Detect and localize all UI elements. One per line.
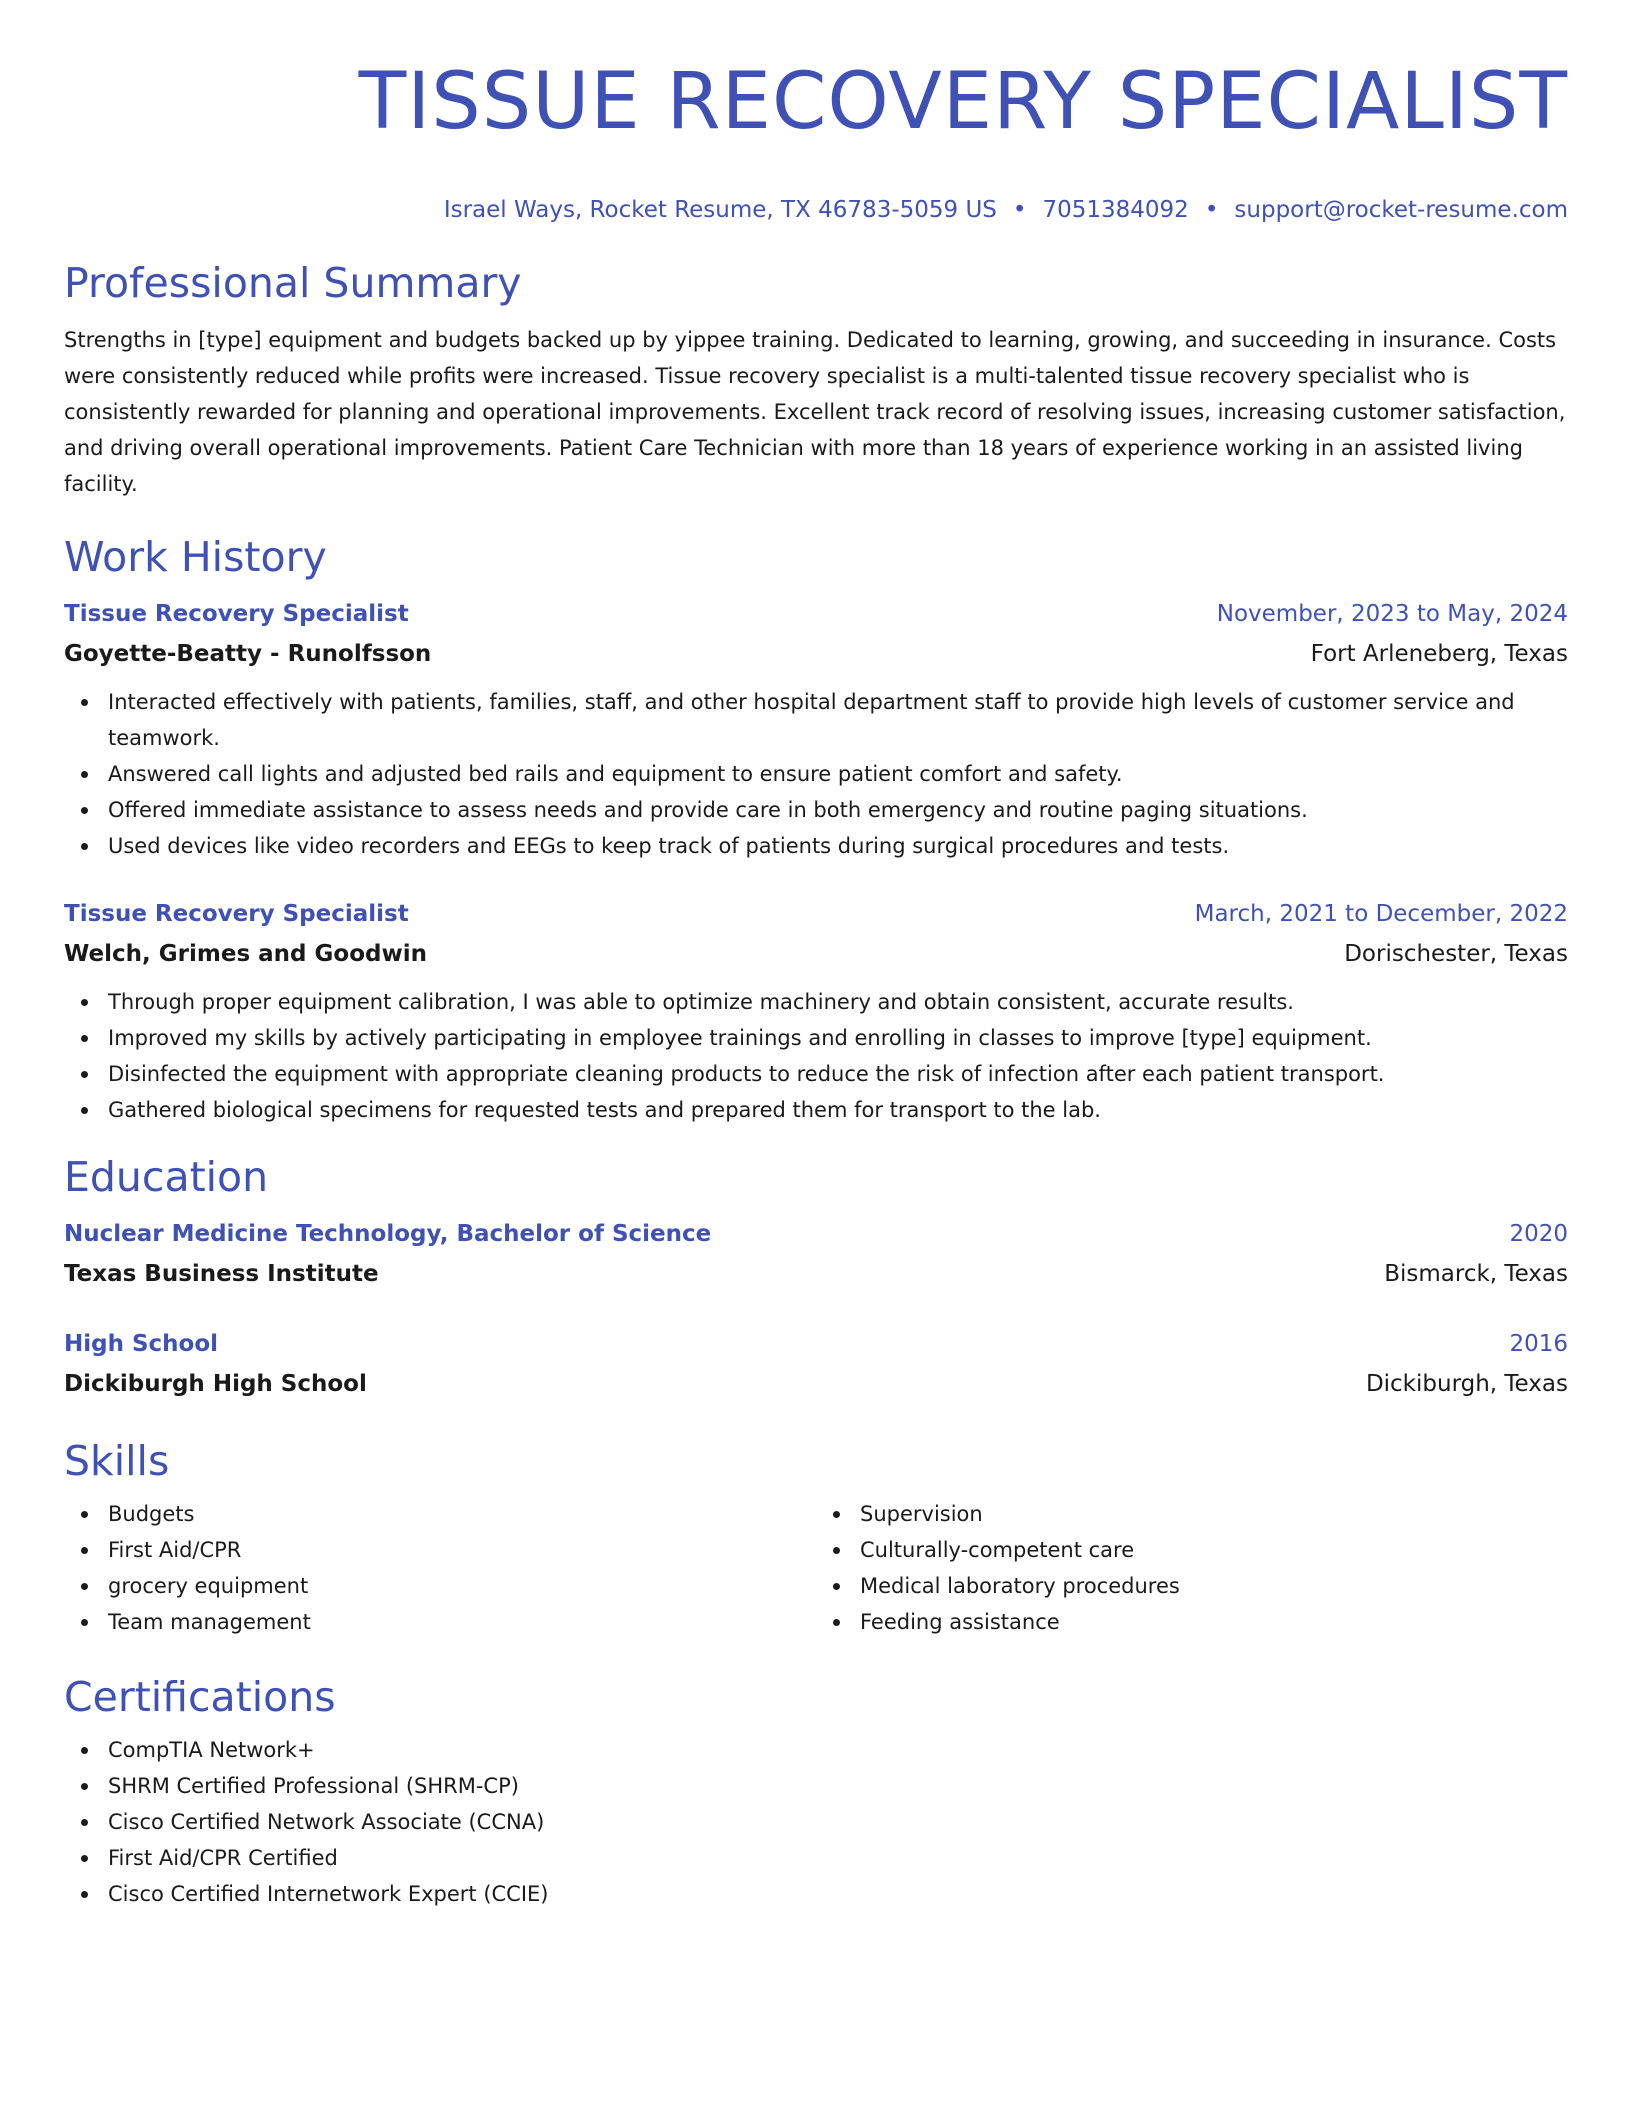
education-location: Bismarck, Texas bbox=[1384, 1261, 1568, 1287]
job-title: Tissue Recovery Specialist bbox=[64, 901, 409, 927]
job-bullet: Used devices like video recorders and EEGs to keep track of patients during surgical procedures and tests. bbox=[64, 828, 1568, 864]
job-entry bbox=[64, 894, 1568, 1128]
education-year: 2020 bbox=[1509, 1221, 1568, 1247]
certifications-section bbox=[64, 1670, 1568, 1912]
job-bullets bbox=[64, 684, 1568, 864]
job-title: Tissue Recovery Specialist bbox=[64, 601, 409, 627]
education-degree: Nuclear Medicine Technology, Bachelor of Science bbox=[64, 1221, 712, 1247]
certification-list bbox=[64, 1732, 1568, 1912]
contact-separator: • bbox=[1012, 197, 1027, 223]
certification-item: CompTIA Network+ bbox=[64, 1732, 1568, 1768]
work-history-section bbox=[64, 530, 1568, 1128]
contact-phone: 7051384092 bbox=[1042, 197, 1189, 223]
skill-item: Feeding assistance bbox=[816, 1604, 1568, 1640]
contact-address: Israel Ways, Rocket Resume, TX 46783-5059 US bbox=[443, 197, 997, 223]
contact-separator: • bbox=[1204, 197, 1219, 223]
skills-column-right bbox=[816, 1496, 1568, 1640]
certification-item: First Aid/CPR Certified bbox=[64, 1840, 1568, 1876]
job-bullet: Through proper equipment calibration, I was able to optimize machinery and obtain consistent, accurate results. bbox=[64, 984, 1568, 1020]
job-bullet: Interacted effectively with patients, families, staff, and other hospital department staff to provide high levels of customer service and teamwork. bbox=[64, 684, 1568, 756]
certification-item: SHRM Certified Professional (SHRM-CP) bbox=[64, 1768, 1568, 1804]
job-bullet: Offered immediate assistance to assess needs and provide care in both emergency and routine paging situations. bbox=[64, 792, 1568, 828]
skill-item: Budgets bbox=[64, 1496, 816, 1532]
skill-item: Medical laboratory procedures bbox=[816, 1568, 1568, 1604]
section-heading: Work History bbox=[64, 533, 327, 581]
section-heading: Certifications bbox=[64, 1673, 336, 1721]
job-bullet: Gathered biological specimens for requested tests and prepared them for transport to the lab. bbox=[64, 1092, 1568, 1128]
skills-grid bbox=[64, 1496, 1568, 1640]
education-school: Dickiburgh High School bbox=[64, 1371, 367, 1397]
job-bullets bbox=[64, 984, 1568, 1128]
education-location: Dickiburgh, Texas bbox=[1365, 1371, 1568, 1397]
job-location: Fort Arleneberg, Texas bbox=[1310, 641, 1568, 667]
job-location: Dorischester, Texas bbox=[1344, 941, 1568, 967]
section-heading: Education bbox=[64, 1153, 269, 1201]
skill-item: grocery equipment bbox=[64, 1568, 816, 1604]
job-company: Welch, Grimes and Goodwin bbox=[64, 941, 427, 967]
skills-column-left bbox=[64, 1496, 816, 1640]
resume-header bbox=[64, 52, 1568, 226]
job-bullet: Improved my skills by actively participating in employee trainings and enrolling in classes to improve [type] equipment. bbox=[64, 1020, 1568, 1056]
professional-summary-section bbox=[64, 256, 1568, 502]
job-bullet: Disinfected the equipment with appropriate cleaning products to reduce the risk of infection after each patient transport. bbox=[64, 1056, 1568, 1092]
job-dates: November, 2023 to May, 2024 bbox=[1216, 601, 1568, 627]
education-entry bbox=[64, 1214, 1568, 1294]
job-company: Goyette-Beatty - Runolfsson bbox=[64, 641, 432, 667]
education-section bbox=[64, 1150, 1568, 1404]
education-year: 2016 bbox=[1509, 1331, 1568, 1357]
section-heading: Skills bbox=[64, 1437, 170, 1485]
contact-line bbox=[64, 194, 1568, 226]
skill-item: Culturally-competent care bbox=[816, 1532, 1568, 1568]
education-entry bbox=[64, 1324, 1568, 1404]
resume-name: TISSUE RECOVERY SPECIALIST bbox=[358, 57, 1568, 147]
job-dates: March, 2021 to December, 2022 bbox=[1194, 901, 1568, 927]
skill-item: First Aid/CPR bbox=[64, 1532, 816, 1568]
education-school: Texas Business Institute bbox=[64, 1261, 379, 1287]
certification-item: Cisco Certified Network Associate (CCNA) bbox=[64, 1804, 1568, 1840]
skills-section bbox=[64, 1434, 1568, 1640]
section-heading: Professional Summary bbox=[64, 259, 522, 307]
summary-text: Strengths in [type] equipment and budgets backed up by yippee training. Dedicated to learning, growing, and succeeding in insurance. Costs were consistently reduced while profits were increased. Tissue recovery specialist is a multi-talented tissue recovery specialist who is consistently rewarded for planning and operational improvements. Excellent track record of resolving issues, increasing customer satisfaction, and driving overall operational improvements. Patient Care Technician with more than 18 years of experience working in an assisted living facility. bbox=[64, 328, 1566, 496]
skill-item: Supervision bbox=[816, 1496, 1568, 1532]
job-bullet: Answered call lights and adjusted bed rails and equipment to ensure patient comfort and safety. bbox=[64, 756, 1568, 792]
job-entry bbox=[64, 594, 1568, 864]
certification-item: Cisco Certified Internetwork Expert (CCIE) bbox=[64, 1876, 1568, 1912]
contact-email: support@rocket-resume.com bbox=[1234, 197, 1568, 223]
skill-item: Team management bbox=[64, 1604, 816, 1640]
education-degree: High School bbox=[64, 1331, 219, 1357]
